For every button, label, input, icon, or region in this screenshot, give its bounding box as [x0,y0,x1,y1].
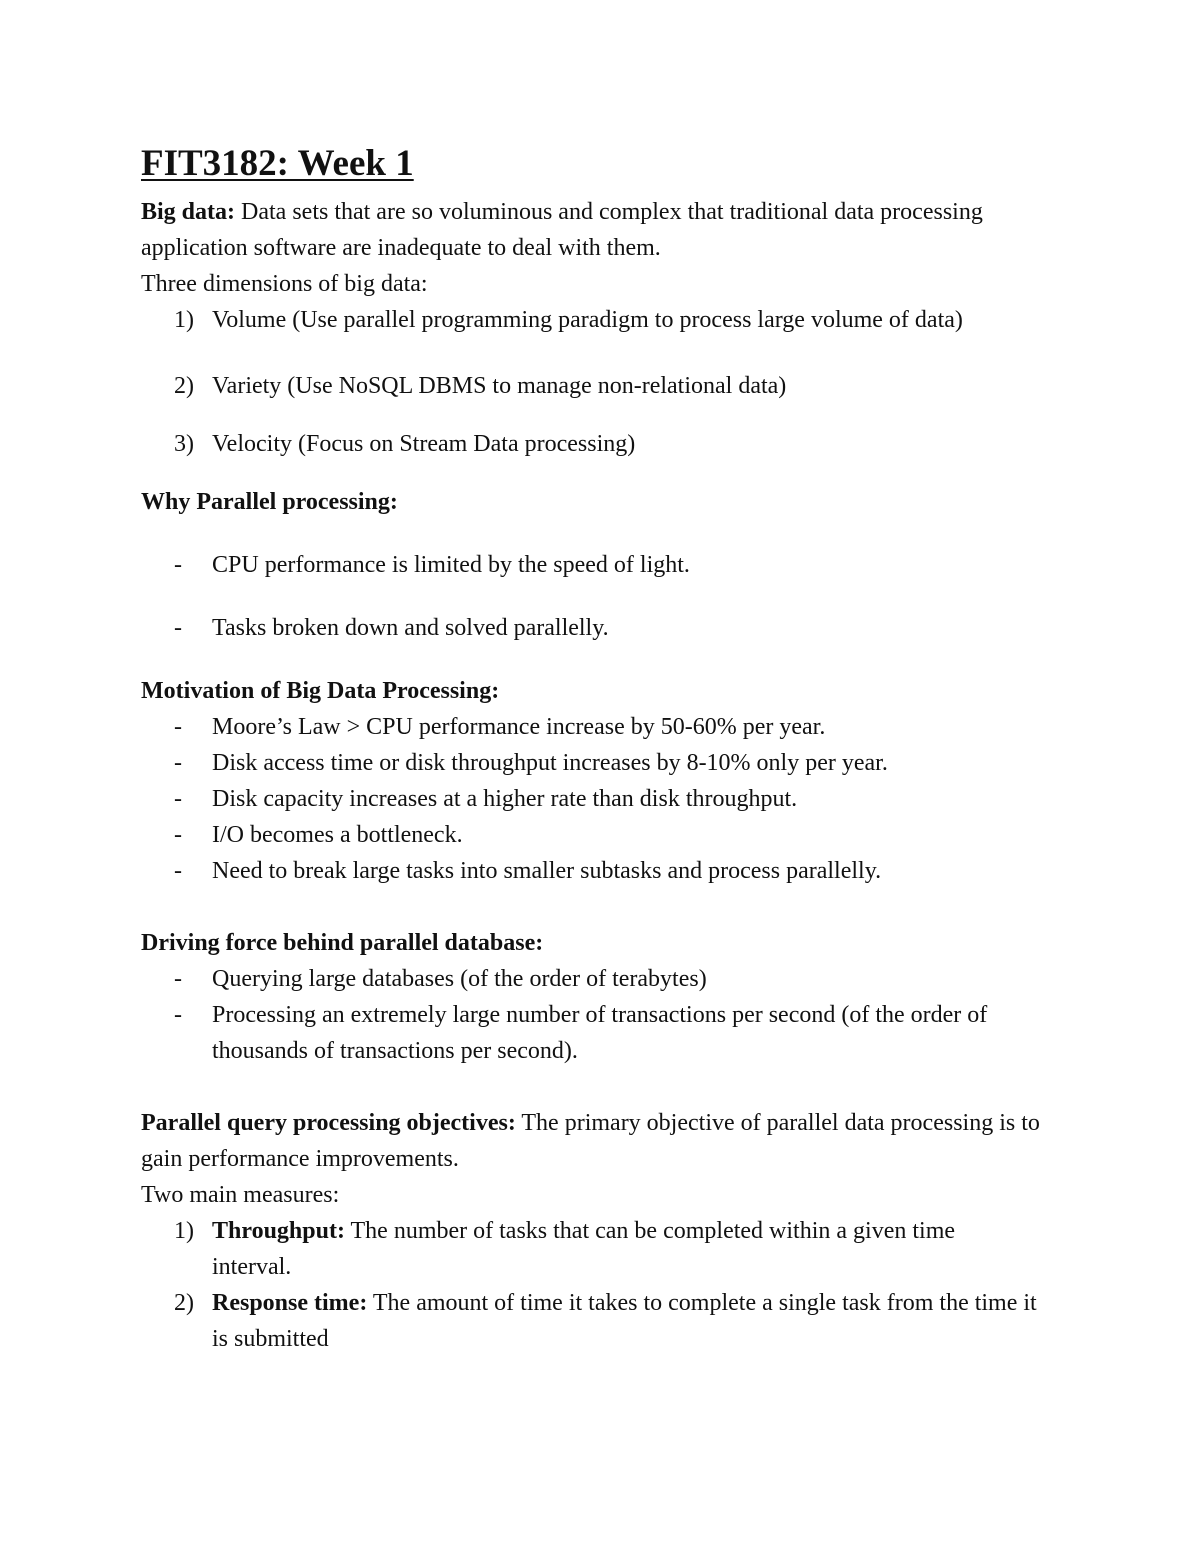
dash-bullet: - [174,858,182,884]
motivation-list [141,709,1061,889]
measure-text: The number of tasks that can be completed within a given time interval. [212,1218,956,1280]
list-item [141,745,1061,781]
dash-bullet: - [174,1002,182,1028]
list-text: CPU performance is limited by the speed of light. [212,552,690,578]
dash-bullet: - [174,966,182,992]
list-text: Volume (Use parallel programming paradigm to process large volume of data) [212,307,963,333]
list-number: 1) [174,1218,194,1244]
dash-bullet: - [174,786,182,812]
list-item [141,426,1061,462]
list-item [141,368,1061,404]
list-text: Processing an extremely large number of transactions per second (of the order of thousands of transactions per second). [212,1002,988,1064]
dash-bullet: - [174,615,182,641]
list-item [141,610,1061,646]
dash-bullet: - [174,822,182,848]
list-number: 3) [174,431,194,457]
big-data-text: Data sets that are so voluminous and complex that traditional data processing application software are inadequate to deal with them. [141,199,983,261]
list-item [141,853,1061,889]
list-item [141,997,1061,1069]
why-parallel-list [141,547,1061,646]
measure-text: The amount of time it takes to complete a single task from the time it is submitted [212,1290,1037,1352]
measures-intro: Two main measures: [141,1182,340,1208]
dimensions-intro: Three dimensions of big data: [141,271,428,297]
motivation-heading: Motivation of Big Data Processing: [141,678,500,704]
list-number: 2) [174,1290,194,1316]
list-item [141,709,1061,745]
objectives-term: Parallel query processing objectives: [141,1110,516,1136]
list-number: 2) [174,373,194,399]
measure-term: Throughput: [212,1218,345,1244]
document-page [141,140,1061,1357]
list-text [212,1285,1047,1357]
why-parallel-heading: Why Parallel processing: [141,489,398,515]
list-text: Tasks broken down and solved parallelly. [212,615,609,641]
list-text [212,1213,1032,1285]
list-text: Need to break large tasks into smaller subtasks and process parallelly. [212,858,882,884]
objectives-text: The primary objective of parallel data processing is to gain performance improvements. [141,1110,1040,1172]
list-item [141,1213,1061,1285]
dash-bullet: - [174,714,182,740]
list-text: Querying large databases (of the order of terabytes) [212,966,707,992]
list-number: 1) [174,307,194,333]
list-item [141,817,1061,853]
measures-list [141,1213,1061,1357]
list-item [141,961,1061,997]
dash-bullet: - [174,750,182,776]
dash-bullet: - [174,552,182,578]
list-item [141,1285,1061,1357]
list-text: I/O becomes a bottleneck. [212,822,463,848]
dimensions-list [141,302,1061,462]
objectives-paragraph [141,1105,1061,1177]
list-text: Moore’s Law > CPU performance increase by 50-60% per year. [212,714,826,740]
list-text: Velocity (Focus on Stream Data processing) [212,431,636,457]
list-text: Disk access time or disk throughput increases by 8-10% only per year. [212,750,888,776]
list-item [141,302,1061,338]
measure-term: Response time: [212,1290,368,1316]
list-text: Disk capacity increases at a higher rate than disk throughput. [212,786,798,812]
list-item [141,547,1061,583]
big-data-term: Big data: [141,199,236,225]
driving-force-heading: Driving force behind parallel database: [141,930,544,956]
big-data-definition [141,194,1061,266]
list-text: Variety (Use NoSQL DBMS to manage non-relational data) [212,373,787,399]
list-item [141,781,1061,817]
driving-force-list [141,961,1061,1069]
page-title: FIT3182: Week 1 [141,143,414,184]
